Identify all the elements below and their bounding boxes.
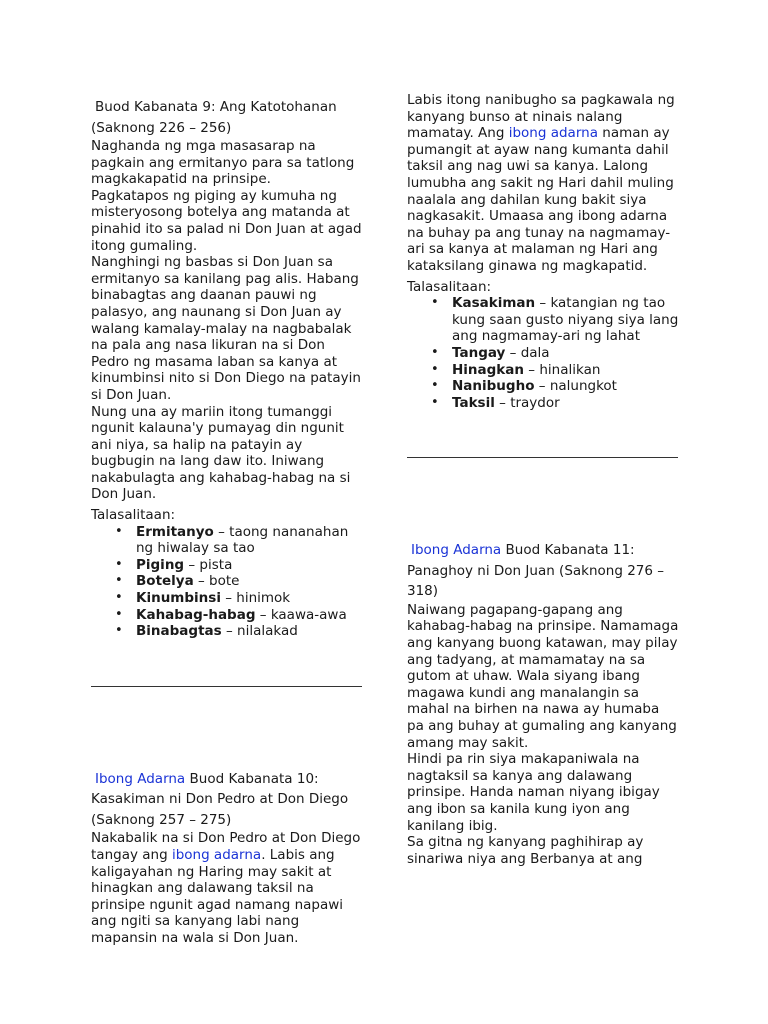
vocab-definition: – bote: [193, 573, 240, 590]
vocab-item: [136, 623, 363, 640]
paragraph-text: . Labis ang kaligayahan ng Haring may sakit at hinagkan ang dalawang taksil na prinsipe ngunit agad namang napawi ang ngiti sa kanyang labi nang mapansin na wala si Don Juan.: [91, 846, 344, 946]
ibong-adarna-link[interactable]: ibong adarna: [171, 846, 262, 863]
chapter-9-paragraph: Naghanda ng mga masasarap na pagkain ang ermitanyo para sa tatlong magkakapatid na prinsipe.: [91, 138, 355, 188]
vocab-definition: – katangian ng tao kung saan gusto niyang siya lang ang nagmamay-ari ng lahat: [452, 295, 679, 345]
chapter-11-stanza-range: 318): [407, 583, 439, 600]
ibong-adarna-link[interactable]: Ibong Adarna: [95, 770, 186, 787]
chapter-11-paragraph: Naiwang pagapang-gapang ang kahabag-habag na prinsipe. Namamaga ang kanyang buong katawan, may pilay ang tadyang, at mamamatay na sa gutom at uhaw. Wala siyang ibang magawa kundi ang manalangin sa mahal na birhen na nawa ay humaba pa ang buhay at gumaling ang kanyang amang may sakit.: [407, 601, 679, 751]
chapter-9-paragraph: Nanghingi ng basbas si Don Juan sa ermitanyo sa kanilang pag alis. Habang binabagtas ang daanan pauwi ng palasyo, ang naunang si Don Juan ay walang kamalay-malay na nagbabalak na pala ang nasa likuran na si Don Pedro ng masama laban sa kanya at kinumbinsi nito si Don Diego na patayin si Don Juan.: [91, 254, 361, 403]
chapter-11-paragraph: Hindi pa rin siya makapaniwala na nagtaksil sa kanya ang dalawang prinsipe. Handa naman niyang ibigay ang ibon sa kanila kung iyon ang kanilang ibig.: [407, 751, 660, 834]
vocab-definition: – traydor: [494, 394, 560, 411]
vocab-term: Kasakiman: [452, 295, 536, 312]
vocab-term: Kinumbinsi: [136, 590, 221, 607]
chapter-11-subtitle: Panaghoy ni Don Juan (Saknong 276 –: [407, 562, 665, 579]
vocab-definition: – nilalakad: [221, 623, 298, 640]
chapter-9-heading: [91, 97, 363, 138]
spacer: [91, 687, 363, 769]
vocab-definition: – taong nananahan ng hiwalay sa tao: [136, 523, 349, 557]
chapter-10-title: [91, 769, 363, 790]
vocab-item: [136, 557, 363, 574]
chapter-9-stanza-range: (Saknong 226 – 256): [91, 119, 232, 136]
vocab-definition: – nalungkot: [534, 378, 617, 395]
vocab-item: [452, 295, 679, 345]
chapter-10-paragraph: [91, 830, 363, 946]
vocab-term: Piging: [136, 556, 185, 573]
chapter-9-title: Buod Kabanata 9: Ang Katotohanan: [95, 99, 337, 115]
vocab-item: [136, 524, 363, 557]
vocab-definition: – dala: [505, 344, 550, 361]
vocab-term: Botelya: [136, 573, 194, 590]
paragraph-text: Nakabalik na si Don Pedro at Don Diego tangay ang: [91, 830, 361, 863]
left-column: [91, 97, 363, 946]
chapter-11-paragraph: Sa gitna ng kanyang paghihirap ay sinariwa niya ang Berbanya at ang: [407, 834, 644, 867]
vocab-item: [452, 345, 679, 362]
vocab-term: Kahabag-habag: [136, 606, 256, 623]
chapter-10-stanza-range: (Saknong 257 – 275): [91, 811, 232, 828]
vocab-definition: – hinimok: [220, 590, 291, 607]
spacer: [407, 458, 679, 540]
chapter-11-heading: [407, 540, 679, 602]
vocab-term: Binabagtas: [136, 623, 222, 640]
chapter-10-heading: [91, 769, 363, 831]
vocab-item: [136, 573, 363, 590]
vocab-label: Talasalitaan:: [91, 507, 176, 524]
vocab-definition: – kaawa-awa: [255, 606, 347, 623]
vocab-item: [136, 607, 363, 624]
vocab-term: Ermitanyo: [136, 523, 214, 540]
chapter-9-paragraph: Pagkatapos ng piging ay kumuha ng misteryosong botelya ang matanda at pinahid ito sa palad ni Don Juan at agad itong gumaling.: [91, 187, 362, 254]
paragraph-text: naman ay pumangit at ayaw nang kumanta dahil taksil ang nag uwi sa kanya. Lalong lumubha ang sakit ng Hari dahil muling naalala ang dahilan kung bakit siya nagkasakit. Umaasa ang ibong adarna na buhay pa ang tunay na nagmamay-ari sa kanya at malaman ng Hari ang kataksilang ginawa ng magkapatid.: [407, 125, 674, 274]
ibong-adarna-link[interactable]: ibong adarna: [508, 125, 598, 142]
vocab-list: [91, 524, 363, 640]
ibong-adarna-link[interactable]: Ibong Adarna: [411, 542, 502, 559]
paragraph-text: Labis itong nanibugho sa pagkawala ng kanyang bunso at ninais nalang mamatay. Ang: [407, 92, 675, 142]
vocab-item: [452, 395, 679, 412]
vocab-definition: – pista: [184, 556, 233, 573]
vocab-list: [407, 295, 679, 411]
chapter-10-subtitle: Kasakiman ni Don Pedro at Don Diego: [91, 791, 349, 808]
spacer: [91, 640, 363, 686]
vocab-term: Taksil: [452, 394, 495, 411]
chapter-11-title-text: Buod Kabanata 11:: [501, 542, 635, 559]
chapter-9-paragraph: Nung una ay mariin itong tumanggi ngunit kalauna'y pumayag din ngunit ani niya, sa halip na patayin ay bugbugin na lang daw ito. Iniwang nakabulagta ang kahabag-habag na si Don Juan.: [91, 403, 351, 503]
vocab-item: [452, 362, 679, 379]
vocab-definition: – hinalikan: [524, 361, 601, 378]
chapter-11-title: [407, 540, 679, 561]
right-column: [407, 92, 679, 867]
vocab-term: Hinagkan: [452, 361, 525, 378]
vocab-item: [452, 378, 679, 395]
vocab-label: Talasalitaan:: [407, 278, 492, 295]
chapter-10-continued-paragraph: [407, 92, 679, 275]
vocab-item: [136, 590, 363, 607]
chapter-10-title-text: Buod Kabanata 10:: [185, 770, 319, 787]
spacer: [407, 411, 679, 457]
vocab-term: Nanibugho: [452, 378, 535, 395]
vocab-term: Tangay: [452, 344, 506, 361]
